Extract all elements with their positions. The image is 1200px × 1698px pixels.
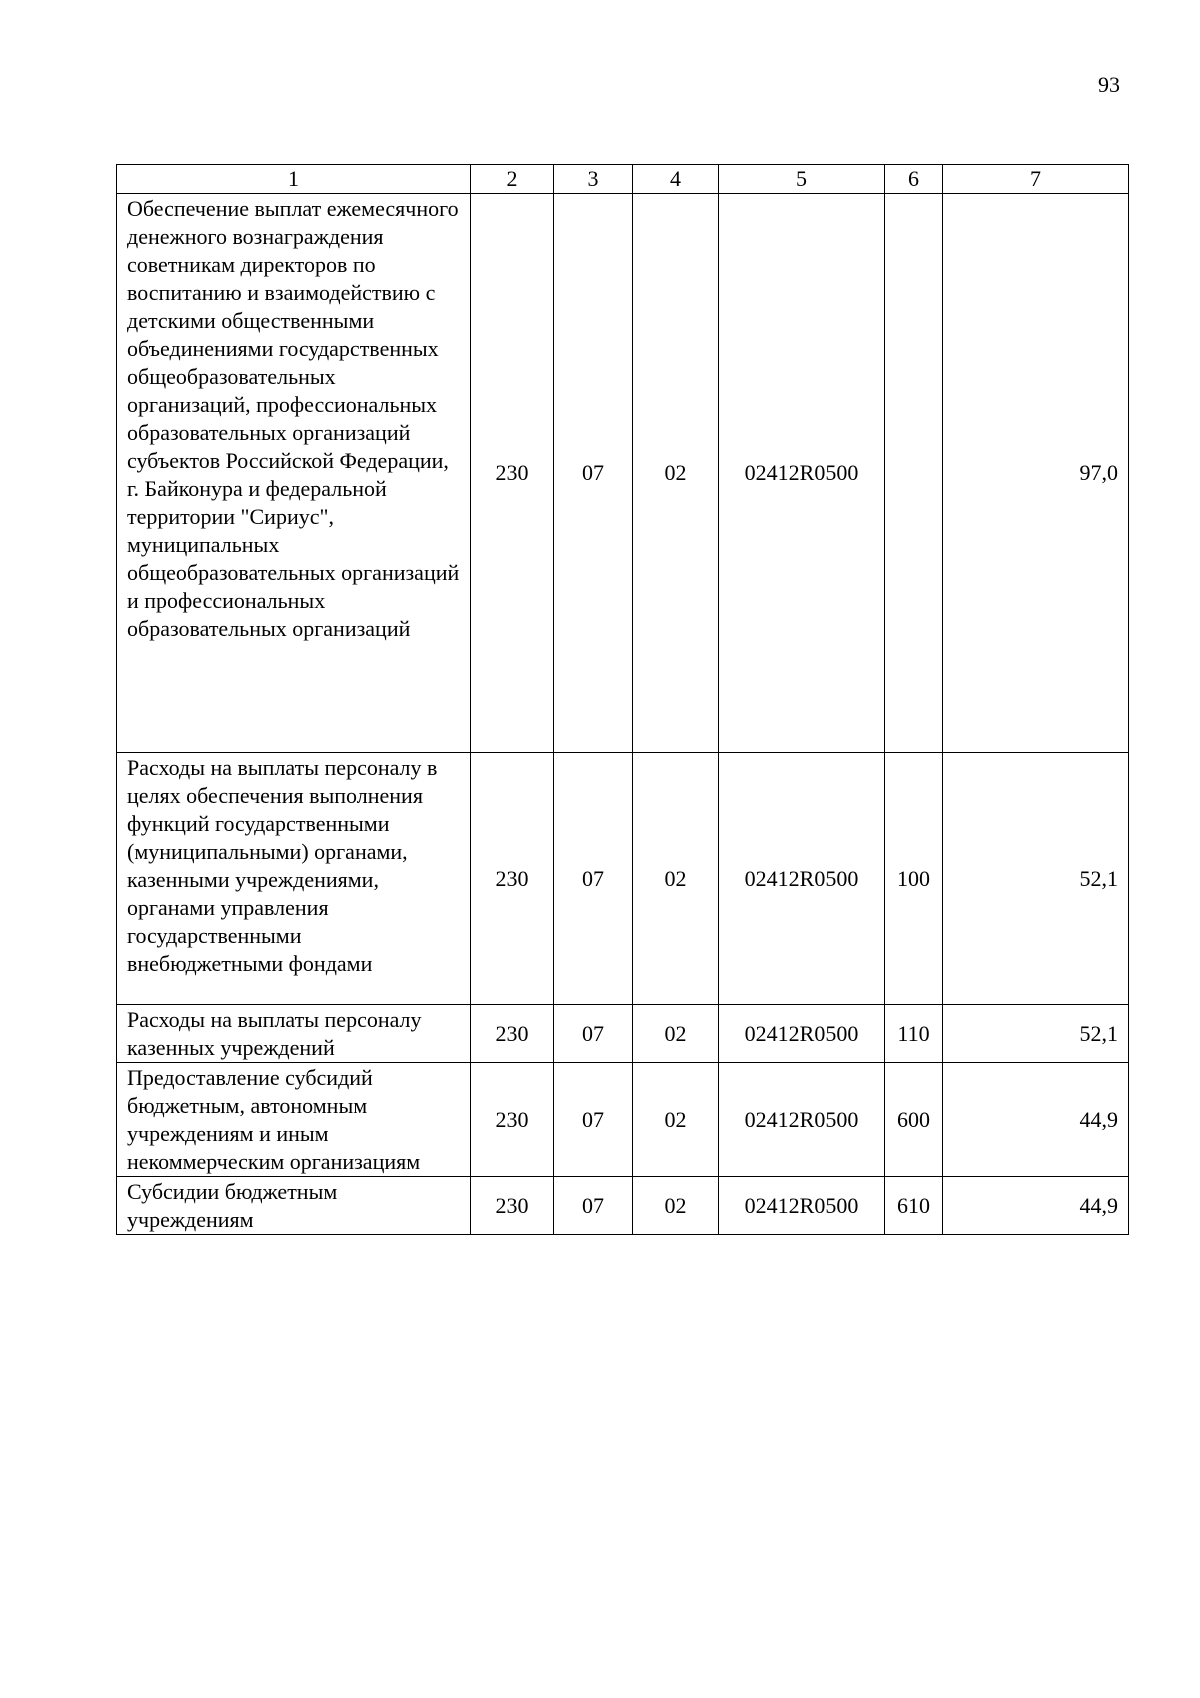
- cell-col-2: 230: [471, 1177, 554, 1235]
- cell-col-4: 02: [633, 194, 719, 753]
- cell-amount: 44,9: [943, 1177, 1129, 1235]
- table-row: [117, 194, 1129, 753]
- column-number-7: 7: [943, 165, 1129, 194]
- cell-col-4: 02: [633, 1177, 719, 1235]
- cell-col-5: 02412R0500: [719, 1005, 885, 1063]
- cell-amount: 44,9: [943, 1063, 1129, 1177]
- cell-amount: 52,1: [943, 753, 1129, 1005]
- cell-col-2: 230: [471, 753, 554, 1005]
- page-number: 93: [1098, 72, 1120, 97]
- cell-col-3: 07: [554, 753, 633, 1005]
- cell-col-3: 07: [554, 194, 633, 753]
- table-row: [117, 753, 1129, 1005]
- cell-col-3: 07: [554, 1177, 633, 1235]
- cell-col-6: 600: [885, 1063, 943, 1177]
- cell-col-4: 02: [633, 1063, 719, 1177]
- cell-col-6: 610: [885, 1177, 943, 1235]
- cell-col-3: 07: [554, 1063, 633, 1177]
- cell-col-5: 02412R0500: [719, 753, 885, 1005]
- row-name: Предоставление субсидий бюджетным, автономным учреждениям и иным некоммерческим организациям: [117, 1063, 471, 1177]
- cell-col-5: 02412R0500: [719, 194, 885, 753]
- column-number-4: 4: [633, 165, 719, 194]
- cell-col-3: 07: [554, 1005, 633, 1063]
- column-number-5: 5: [719, 165, 885, 194]
- table-row: [117, 1063, 1129, 1177]
- row-name: Расходы на выплаты персоналу казенных учреждений: [117, 1005, 471, 1063]
- column-number-3: 3: [554, 165, 633, 194]
- row-name: Расходы на выплаты персоналу в целях обеспечения выполнения функций государственными (муниципальными) органами, казенными учреждениями, органами управления государственными внебюджетными фондами: [117, 753, 471, 1005]
- cell-amount: 97,0: [943, 194, 1129, 753]
- cell-col-5: 02412R0500: [719, 1177, 885, 1235]
- cell-col-6: 110: [885, 1005, 943, 1063]
- row-name: Обеспечение выплат ежемесячного денежного вознаграждения советникам директоров по воспитанию и взаимодействию с детскими общественными объединениями государственных общеобразовательных организаций, профессиональных образовательных организаций субъектов Российской Федерации, г. Байконура и федеральной территории "Сириус", муниципальных общеобразовательных организаций и профессиональных образовательных организаций: [117, 194, 471, 753]
- cell-col-4: 02: [633, 1005, 719, 1063]
- table-row: [117, 1177, 1129, 1235]
- cell-col-5: 02412R0500: [719, 1063, 885, 1177]
- cell-col-4: 02: [633, 753, 719, 1005]
- budget-table: [116, 164, 1129, 1235]
- column-number-2: 2: [471, 165, 554, 194]
- cell-col-6: 100: [885, 753, 943, 1005]
- cell-col-6: [885, 194, 943, 753]
- table-header-row: [117, 165, 1129, 194]
- cell-col-2: 230: [471, 1063, 554, 1177]
- cell-col-2: 230: [471, 194, 554, 753]
- cell-col-2: 230: [471, 1005, 554, 1063]
- table-row: [117, 1005, 1129, 1063]
- cell-amount: 52,1: [943, 1005, 1129, 1063]
- column-number-6: 6: [885, 165, 943, 194]
- column-number-1: 1: [117, 165, 471, 194]
- row-name: Субсидии бюджетным учреждениям: [117, 1177, 471, 1235]
